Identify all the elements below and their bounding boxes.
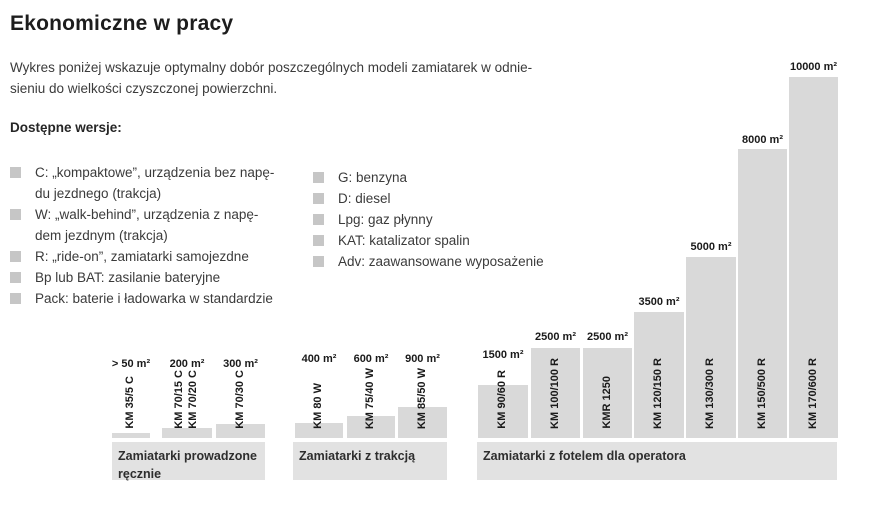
chart-group-caption	[293, 442, 447, 480]
bar-model-label: KM 100/100 R	[548, 358, 561, 429]
legend-line: G: benzyna	[338, 170, 408, 185]
bar-model-label: KM 35/5 C	[124, 376, 136, 429]
legend-line: C: „kompaktowe”, urządzenia bez napę-	[35, 165, 275, 180]
bar-area-label: 300 m²	[223, 358, 258, 370]
intro-line: sieniu do wielkości czyszczonej powierzchni.	[10, 81, 278, 96]
legend-line: Lpg: gaz płynny	[338, 212, 433, 227]
page-title: Ekonomiczne w pracy	[10, 12, 234, 35]
bar-model-label: KM 120/150 R	[652, 358, 664, 429]
versions-heading: Dostępne wersje:	[10, 120, 122, 135]
legend-line: dem jezdnym (trakcja)	[35, 228, 168, 243]
bar-area-label: 400 m²	[301, 353, 337, 365]
bar-area-label: 2500 m²	[587, 331, 628, 343]
legend-line: Bp lub BAT: zasilanie bateryjne	[35, 270, 221, 285]
bar-model-label: KM 170/600 R	[806, 358, 819, 429]
bar-model-label: KM 130/300 R	[704, 358, 716, 429]
intro-line: Wykres poniżej wskazuje optymalny dobór poszczególnych modeli zamiatarek w odnie-	[10, 60, 533, 75]
legend-line: R: „ride-on”, zamiatarki samojezdne	[35, 249, 249, 264]
bar-area-label: 3500 m²	[638, 296, 680, 308]
bar-model-label: KM 70/20 C	[187, 370, 199, 429]
caption-line: Zamiatarki prowadzone	[118, 449, 257, 463]
caption-line: Zamiatarki z fotelem dla operatora	[483, 449, 686, 463]
chart-group-caption	[477, 442, 837, 480]
bar-area-label: 600 m²	[353, 353, 389, 365]
bar-area-label: > 50 m²	[111, 358, 151, 370]
legend-line: D: diesel	[338, 191, 391, 206]
caption-line: Zamiatarki z trakcją	[299, 449, 416, 463]
chart-bar	[112, 433, 150, 438]
chart-bar	[162, 428, 212, 438]
chart-group-caption	[112, 442, 265, 480]
bar-model-label: KM 90/60 R	[496, 370, 508, 429]
bar-area-label: 200 m²	[169, 358, 205, 370]
bar-area-label: 2500 m²	[535, 331, 576, 343]
bar-model-label: KM 70/15 C	[173, 370, 185, 429]
bar-area-label: 5000 m²	[690, 241, 732, 253]
caption-line: ręcznie	[118, 467, 162, 481]
bar-model-label: KM 80 W	[312, 383, 324, 429]
bar-model-label: KMR 1250	[600, 376, 613, 429]
legend-line: KAT: katalizator spalin	[338, 233, 470, 248]
bar-area-label: 10000 m²	[789, 61, 838, 73]
bar-area-label: 900 m²	[405, 353, 440, 365]
legend-line: Adv: zaawansowane wyposażenie	[338, 254, 544, 269]
legend-line: du jezdnego (trakcja)	[35, 186, 162, 201]
bar-area-label: 8000 m²	[742, 134, 783, 146]
bar-area-label: 1500 m²	[482, 349, 524, 361]
bar-model-label: KM 150/500 R	[755, 358, 768, 429]
legend-line: W: „walk-behind”, urządzenia z napę-	[35, 207, 259, 222]
bar-model-label: KM 70/30 C	[233, 370, 246, 429]
legend-line: Pack: baterie i ładowarka w standardzie	[35, 291, 273, 306]
bar-model-label: KM 75/40 W	[364, 367, 376, 429]
bar-model-label: KM 85/50 W	[415, 367, 428, 429]
